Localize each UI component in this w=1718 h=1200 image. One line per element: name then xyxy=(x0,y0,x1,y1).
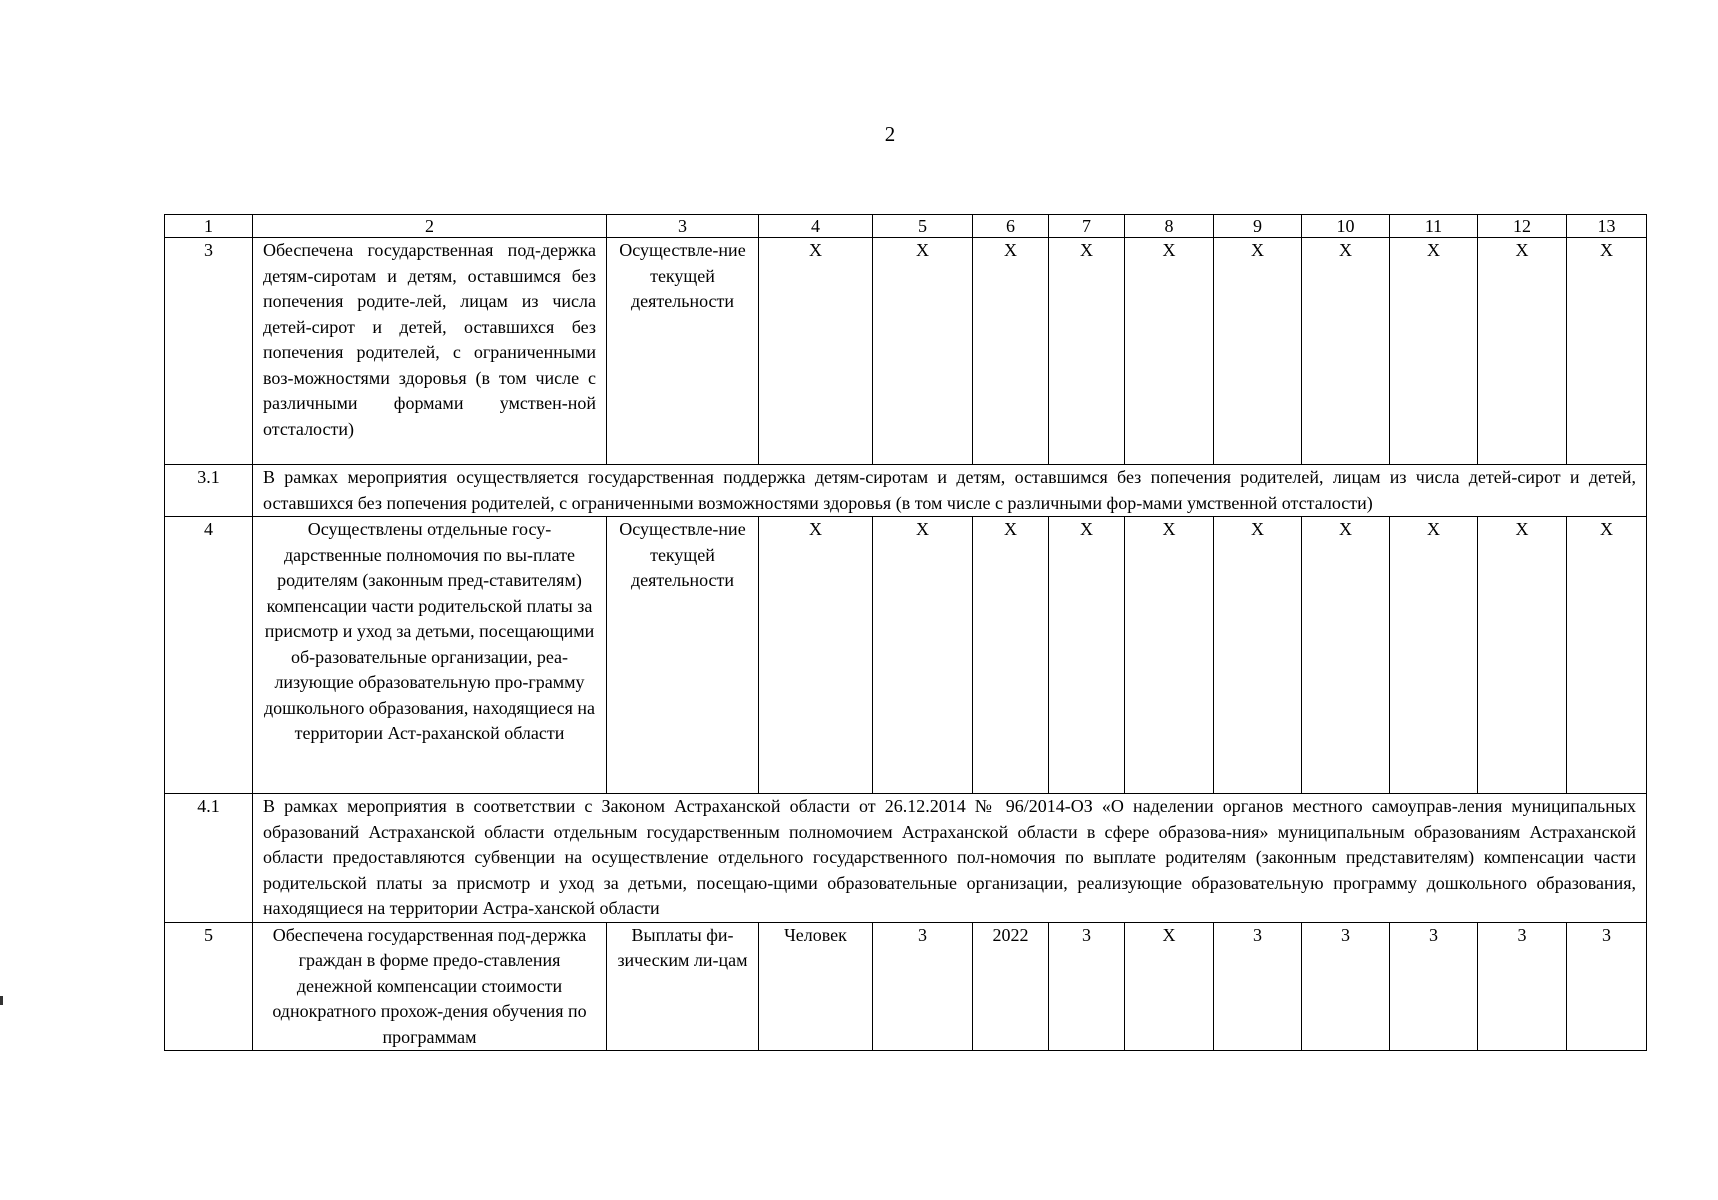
table-cell: X xyxy=(759,517,873,794)
table-row xyxy=(165,517,1647,794)
column-header: 6 xyxy=(973,215,1049,238)
table-row xyxy=(165,465,1647,517)
column-header: 2 xyxy=(253,215,607,238)
table-cell: X xyxy=(1302,517,1390,794)
row-note: В рамках мероприятия в соответствии с Законом Астраханской области от 26.12.2014 № 96/2014-ОЗ «О наделении органов местного самоуправ-ления муниципальных образований Астраханской области отдельным государственным полномочием Астраханской области в сфере образова-ния» муниципальным образованиям Астраханской области предоставляются субвенции на осуществление отдельного государственного пол-номочия по выплате родителям (законным представителям) компенсации части родительской платы за присмотр и уход за детьми, посещаю-щими образовательные организации, реализующие образовательную программу дошкольного образования, находящиеся на территории Астра-ханской области xyxy=(253,794,1647,923)
table-cell: X xyxy=(1125,238,1214,465)
column-header: 7 xyxy=(1049,215,1125,238)
row-type: Осуществле-ние текущей деятельности xyxy=(607,517,759,794)
row-type: Выплаты фи-зическим ли-цам xyxy=(607,922,759,1051)
column-header: 13 xyxy=(1567,215,1647,238)
table-cell: X xyxy=(1049,238,1125,465)
table-cell: X xyxy=(1214,238,1302,465)
table-cell: X xyxy=(873,238,973,465)
scan-mark xyxy=(0,996,3,1005)
table-cell: X xyxy=(759,238,873,465)
column-header: 11 xyxy=(1390,215,1478,238)
table-row xyxy=(165,794,1647,923)
row-type: Осуществле-ние текущей деятельности xyxy=(607,238,759,465)
program-table xyxy=(164,214,1647,1051)
table-cell: 3 xyxy=(1049,922,1125,1051)
column-header: 9 xyxy=(1214,215,1302,238)
table-cell: X xyxy=(1125,517,1214,794)
header-row xyxy=(165,215,1647,238)
table-cell: Человек xyxy=(759,922,873,1051)
table-cell: 3 xyxy=(1302,922,1390,1051)
table-cell: X xyxy=(973,238,1049,465)
column-header: 1 xyxy=(165,215,253,238)
table-cell: 3 xyxy=(873,922,973,1051)
table-row xyxy=(165,922,1647,1051)
table-cell: X xyxy=(973,517,1049,794)
page-number: 2 xyxy=(884,122,896,146)
column-header: 12 xyxy=(1478,215,1567,238)
table-cell: X xyxy=(1390,238,1478,465)
row-id: 3.1 xyxy=(165,465,253,517)
row-id: 4.1 xyxy=(165,794,253,923)
row-id: 4 xyxy=(165,517,253,794)
table-cell: X xyxy=(873,517,973,794)
table-cell: X xyxy=(1214,517,1302,794)
table-row xyxy=(165,238,1647,465)
table-cell: 3 xyxy=(1567,922,1647,1051)
row-name: Обеспечена государственная под-держка детям-сиротам и детям, оставшимся без попечения родите-лей, лицам из числа детей-сирот и детей, оставшихся без попечения родителей, с ограниченными воз-можностями здоровья (в том числе с различными формами умствен-ной отсталости) xyxy=(253,238,607,465)
table-cell: X xyxy=(1478,238,1567,465)
table-cell: 2022 xyxy=(973,922,1049,1051)
table-cell: 3 xyxy=(1390,922,1478,1051)
table-cell: X xyxy=(1049,517,1125,794)
column-header: 4 xyxy=(759,215,873,238)
table-cell: X xyxy=(1302,238,1390,465)
table-cell: X xyxy=(1567,517,1647,794)
row-note: В рамках мероприятия осуществляется государственная поддержка детям-сиротам и детям, оставшимся без попечения родителей, лицам из числа детей-сирот и детей, оставшихся без попечения родителей, с ограниченными возможностями здоровья (в том числе с различными фор-мами умственной отсталости) xyxy=(253,465,1647,517)
table-cell: X xyxy=(1390,517,1478,794)
column-header: 10 xyxy=(1302,215,1390,238)
table-cell: 3 xyxy=(1478,922,1567,1051)
row-name: Обеспечена государственная под-держка граждан в форме предо-ставления денежной компенсации стоимости однократного прохож-дения обучения по программам xyxy=(253,922,607,1051)
table-cell: 3 xyxy=(1214,922,1302,1051)
table-cell: X xyxy=(1478,517,1567,794)
row-name: Осуществлены отдельные госу-дарственные полномочия по вы-плате родителям (законным пред-ставителям) компенсации части родительской платы за присмотр и уход за детьми, посещающими об-разовательные организации, реа-лизующие образовательную про-грамму дошкольного образования, находящиеся на территории Аст-раханской области xyxy=(253,517,607,794)
table-cell: X xyxy=(1567,238,1647,465)
table-cell: X xyxy=(1125,922,1214,1051)
row-id: 3 xyxy=(165,238,253,465)
column-header: 8 xyxy=(1125,215,1214,238)
column-header: 3 xyxy=(607,215,759,238)
row-id: 5 xyxy=(165,922,253,1051)
column-header: 5 xyxy=(873,215,973,238)
